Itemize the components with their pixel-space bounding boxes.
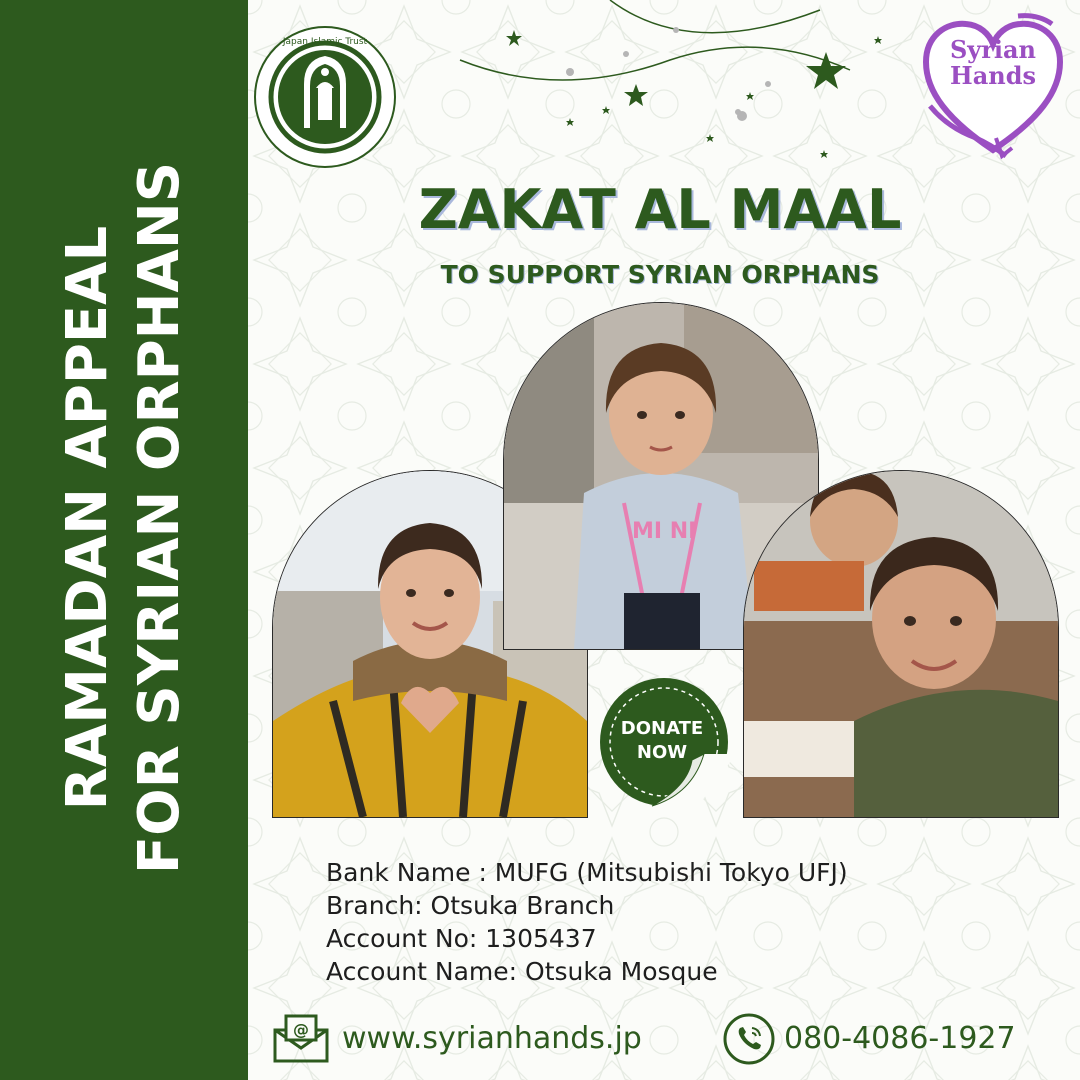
- bank-account-name: Account Name: Otsuka Mosque: [326, 957, 718, 986]
- phone-number[interactable]: 080-4086-1927: [784, 1021, 1016, 1056]
- sidebar-line-2: FOR SYRIAN ORPHANS: [127, 161, 192, 875]
- brand-line-2: Hands: [950, 61, 1036, 90]
- bank-name: Bank Name : MUFG (Mitsubishi Tokyo UFJ): [326, 858, 848, 887]
- website-contact[interactable]: [272, 1014, 642, 1064]
- star-icon: [506, 30, 882, 158]
- website-link[interactable]: www.syrianhands.jp: [342, 1021, 642, 1056]
- sidebar-line-1: RAMADAN APPEAL: [55, 225, 120, 811]
- envelope-icon: [272, 1014, 330, 1064]
- bank-account-number: Account No: 1305437: [326, 924, 597, 953]
- page-subtitle: TO SUPPORT SYRIAN ORPHANS: [440, 260, 880, 289]
- phone-icon: [722, 1012, 776, 1066]
- boys-at-desk-photo: [743, 470, 1059, 818]
- donate-now-label: [600, 717, 724, 765]
- crescent-stars-decoration: [440, 0, 920, 170]
- bank-branch: Branch: Otsuka Branch: [326, 891, 615, 920]
- mosque-icon: [304, 56, 346, 128]
- svg-text:@: @: [293, 1020, 309, 1039]
- svg-text:MI NI: MI NI: [632, 519, 697, 544]
- donate-line-1: DONATE: [620, 718, 704, 739]
- sidebar-heading: [52, 162, 196, 874]
- page-title: ZAKAT AL MAAL: [418, 178, 902, 241]
- syrian-hands-logo: [918, 37, 1068, 89]
- phone-contact[interactable]: [722, 1012, 1016, 1066]
- seal-name-text: Japan Islamic Trust: [282, 37, 368, 47]
- bank-details: [326, 856, 848, 988]
- photo-illustration: [744, 471, 1058, 817]
- sidebar-banner: [0, 0, 248, 1080]
- japan-islamic-trust-logo: [252, 24, 398, 170]
- brand-line-1: Syrian: [949, 35, 1037, 64]
- donate-line-2: NOW: [636, 742, 688, 763]
